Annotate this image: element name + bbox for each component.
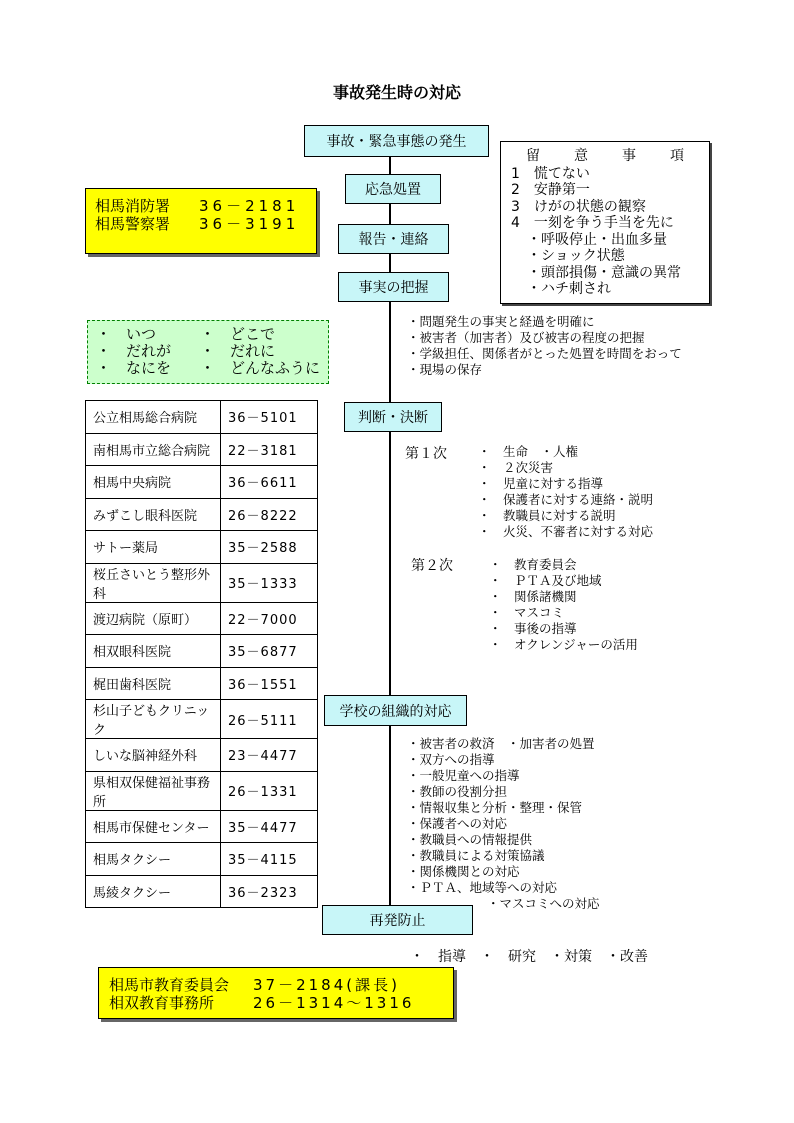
org-item: ・双方への指導 <box>407 752 495 767</box>
table-row <box>86 401 318 434</box>
contact-name: 南相馬市立総合病院 <box>86 433 221 466</box>
prevention-items: ・ 指導 ・ 研究 ・対策 ・改善 <box>410 949 648 965</box>
org-items <box>407 736 600 912</box>
contact-name: 公立相馬総合病院 <box>86 401 221 434</box>
contact-name: みずこし眼科医院 <box>86 498 221 531</box>
contact-phone: 26－8222 <box>221 498 318 531</box>
step-prevention: 再発防止 <box>322 905 473 935</box>
table-row <box>86 466 318 499</box>
first-stage-items <box>478 444 653 540</box>
contact-name: サトー薬局 <box>86 531 221 564</box>
org-item: ・一般児童への指導 <box>407 768 520 783</box>
notes-item: 1 慌てない <box>511 165 590 182</box>
5w1h-item: ・ どこで <box>200 325 276 343</box>
page-title: 事故発生時の対応 <box>332 83 461 102</box>
emergency-name: 相馬警察署 <box>95 215 171 233</box>
table-row <box>86 810 318 843</box>
second-stage-label: 第２次 <box>411 558 453 574</box>
notes-subitem: ・ハチ刺され <box>527 281 611 297</box>
notes-title: 留 意 事 項 <box>526 148 694 164</box>
org-item: ・ＰＴＡ、地域等への対応 <box>407 880 558 895</box>
first-stage-label: 第１次 <box>405 446 447 462</box>
org-item: ・保護者への対応 <box>407 816 508 831</box>
board-number: 26－1314～1316 <box>253 994 415 1012</box>
contact-phone: 36－1551 <box>221 667 318 700</box>
second-stage-item: ・ オクレンジャーの活用 <box>489 637 638 652</box>
notes-item: 2 安静第一 <box>511 182 590 198</box>
contact-name: 梶田歯科医院 <box>86 667 221 700</box>
contact-name: 桜丘さいとう整形外科 <box>86 563 221 602</box>
contact-name: しいな脳神経外科 <box>86 739 221 772</box>
table-row <box>86 498 318 531</box>
contact-name: 相馬中央病院 <box>86 466 221 499</box>
second-stage-item: ・ ＰＴＡ及び地域 <box>489 573 602 588</box>
org-item: ・教職員による対策協議 <box>407 848 545 863</box>
emergency-name: 相馬消防署 <box>95 197 171 215</box>
fact-item: ・問題発生の事実と経過を明確に <box>407 314 595 329</box>
contact-phone: 35－6877 <box>221 635 318 668</box>
contact-name: 県相双保健福祉事務所 <box>86 771 221 810</box>
fact-items <box>407 314 682 378</box>
second-stage-item: ・ マスコミ <box>489 605 565 620</box>
second-stage-items <box>489 557 638 653</box>
org-item: ・関係機関との対応 <box>407 864 520 879</box>
step-school-response: 学校の組織的対応 <box>324 695 467 726</box>
board-name: 相馬市教育委員会 <box>109 976 230 994</box>
step-report: 報告・連絡 <box>338 224 449 254</box>
first-stage-item: ・ 生命 ・人権 <box>478 444 579 459</box>
first-stage-item: ・ 火災、不審者に対する対応 <box>478 524 654 539</box>
contact-phone: 35－2588 <box>221 531 318 564</box>
notes-subitem: ・頭部損傷・意識の異常 <box>527 264 681 281</box>
first-stage-item: ・ ２次災害 <box>478 460 554 475</box>
table-row <box>86 843 318 876</box>
notes-subitem: ・ショック状態 <box>527 248 625 264</box>
notes-box <box>500 141 710 304</box>
5w1h-item: ・ いつ <box>96 325 157 343</box>
contact-phone: 26－1331 <box>221 771 318 810</box>
contact-name: 渡辺病院（原町） <box>86 602 221 635</box>
5w1h-item: ・ だれに <box>200 342 276 360</box>
contact-name: 馬綾タクシー <box>86 875 221 908</box>
second-stage-item: ・ 関係諸機関 <box>489 589 577 604</box>
board-number: 37－2184(課長) <box>253 976 400 994</box>
contact-name: 相馬市保健センター <box>86 810 221 843</box>
notes-subitem: ・呼吸停止・出血多量 <box>527 231 667 248</box>
table-row <box>86 771 318 810</box>
fact-item: ・現場の保存 <box>407 362 483 377</box>
contacts-table <box>85 400 318 908</box>
5w1h-item: ・ だれが <box>96 342 172 360</box>
contact-phone: 36－5101 <box>221 401 318 434</box>
org-item: ・教師の役割分担 <box>407 784 508 799</box>
5w1h-item: ・ どんなふうに <box>200 359 321 377</box>
contact-phone: 35－1333 <box>221 563 318 602</box>
notes-item: 3 けがの状態の観察 <box>511 198 646 215</box>
contact-phone: 26－5111 <box>221 700 318 739</box>
org-item: ・教職員への情報提供 <box>407 832 533 847</box>
second-stage-item: ・ 事後の指導 <box>489 621 577 636</box>
step-judgment: 判断・決断 <box>344 402 442 432</box>
fact-item: ・学級担任、関係者がとった処置を時間をおって <box>407 346 682 361</box>
second-stage-item: ・ 教育委員会 <box>489 557 577 572</box>
table-row <box>86 635 318 668</box>
contact-phone: 22－7000 <box>221 602 318 635</box>
emergency-box <box>85 188 317 254</box>
table-row <box>86 531 318 564</box>
fact-item: ・被害者（加害者）及び被害の程度の把握 <box>407 330 645 345</box>
first-stage-item: ・ 保護者に対する連絡・説明 <box>478 492 654 507</box>
contact-name: 相馬タクシー <box>86 843 221 876</box>
notes-item: 4 一刻を争う手当を先に <box>511 215 674 231</box>
first-stage-item: ・ 教職員に対する説明 <box>478 508 616 523</box>
5w1h-box <box>87 320 329 384</box>
table-row <box>86 875 318 908</box>
contact-phone: 35－4115 <box>221 843 318 876</box>
org-item: ・マスコミへの対応 <box>487 896 600 911</box>
contact-name: 相双眼科医院 <box>86 635 221 668</box>
board-name: 相双教育事務所 <box>109 994 215 1012</box>
org-item: ・被害者の救済 ・加害者の処置 <box>407 736 595 751</box>
emergency-number: 36－2181 <box>199 197 300 215</box>
flow-spine <box>389 150 391 920</box>
education-board-box <box>98 967 454 1019</box>
contact-name: 杉山子どもクリニック <box>86 700 221 739</box>
org-item: ・情報収集と分析・整理・保管 <box>407 800 583 815</box>
first-stage-item: ・ 児童に対する指導 <box>478 476 604 491</box>
table-row <box>86 563 318 602</box>
contact-phone: 35－4477 <box>221 810 318 843</box>
table-row <box>86 700 318 739</box>
table-row <box>86 667 318 700</box>
step-fact-finding: 事実の把握 <box>338 272 449 302</box>
contact-phone: 36－2323 <box>221 875 318 908</box>
table-row <box>86 433 318 466</box>
contact-phone: 23－4477 <box>221 739 318 772</box>
table-row <box>86 739 318 772</box>
5w1h-item: ・ なにを <box>96 359 172 377</box>
emergency-number: 36－3191 <box>199 215 300 233</box>
contact-phone: 22－3181 <box>221 433 318 466</box>
contact-phone: 36－6611 <box>221 466 318 499</box>
step-incident: 事故・緊急事態の発生 <box>304 125 489 157</box>
table-row <box>86 602 318 635</box>
step-first-aid: 応急処置 <box>345 174 441 204</box>
